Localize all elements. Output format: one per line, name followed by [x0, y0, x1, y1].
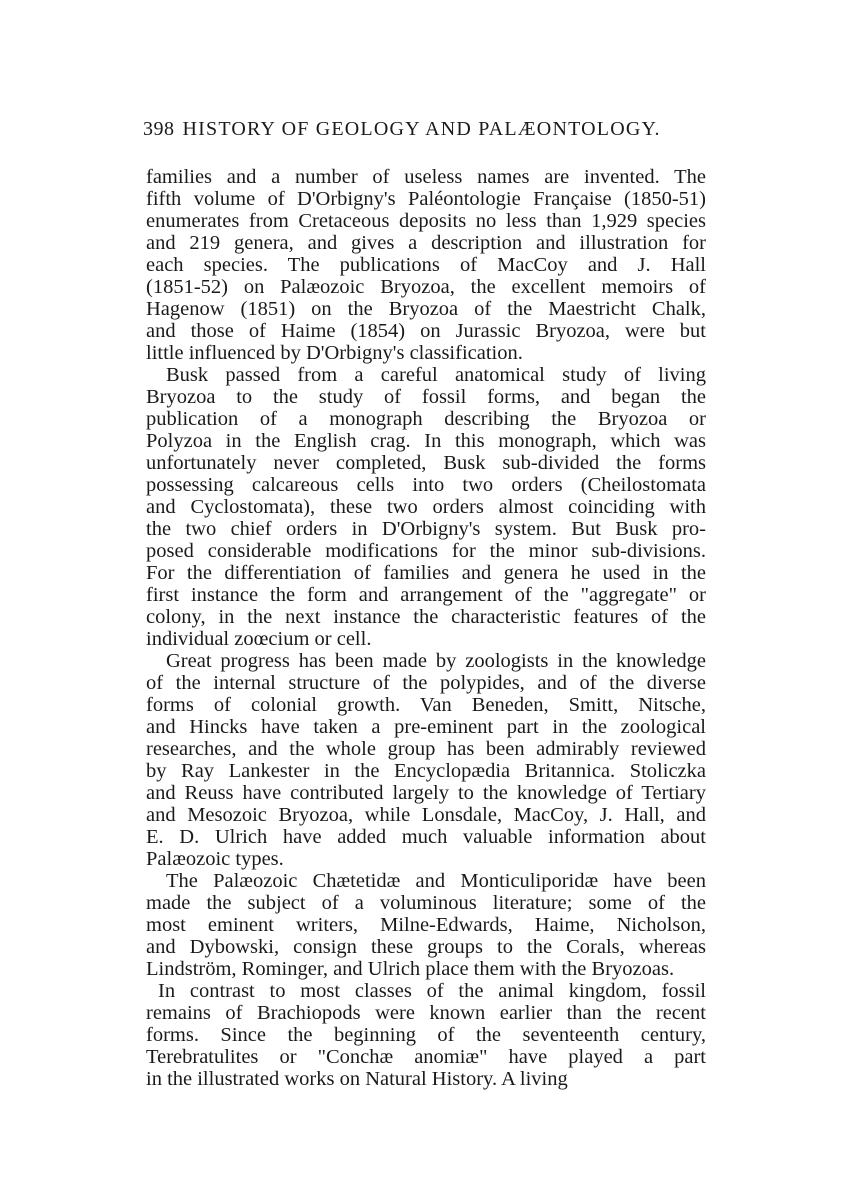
text-line: publication of a monograph describing the Bryozoa or	[146, 408, 706, 430]
text-line: Polyzoa in the English crag. In this monograph, which was	[146, 430, 706, 452]
text-line: the two chief orders in D'Orbigny's system. But Busk pro-	[146, 518, 706, 540]
text-line: (1851-52) on Palæozoic Bryozoa, the excellent memoirs of	[146, 276, 706, 298]
text-line: by Ray Lankester in the Encyclopædia Britannica. Stoliczka	[146, 760, 706, 782]
running-head	[143, 118, 703, 141]
body-text	[146, 166, 706, 1090]
text-line: first instance the form and arrangement of the "aggregate" or	[146, 584, 706, 606]
text-line: individual zoœcium or cell.	[146, 628, 372, 650]
text-line: of the internal structure of the polypides, and of the diverse	[146, 672, 706, 694]
text-line: E. D. Ulrich have added much valuable information about	[146, 826, 706, 848]
text-line: In contrast to most classes of the animal kingdom, fossil	[158, 980, 706, 1002]
paragraph	[146, 166, 706, 364]
text-line: Busk passed from a careful anatomical study of living	[166, 364, 706, 386]
text-line: colony, in the next instance the characteristic features of the	[146, 606, 706, 628]
text-line: The Palæozoic Chætetidæ and Monticuliporidæ have been	[166, 870, 706, 892]
text-line: and 219 genera, and gives a description and illustration for	[146, 232, 706, 254]
text-line: Lindström, Rominger, and Ulrich place them with the Bryozoas.	[146, 958, 675, 980]
text-line: posed considerable modifications for the minor sub-divisions.	[146, 540, 706, 562]
text-line: and Mesozoic Bryozoa, while Lonsdale, MacCoy, J. Hall, and	[146, 804, 706, 826]
text-line: each species. The publications of MacCoy and J. Hall	[146, 254, 706, 276]
text-line: little influenced by D'Orbigny's classification.	[146, 342, 523, 364]
text-line: and Dybowski, consign these groups to the Corals, whereas	[146, 936, 706, 958]
text-line: enumerates from Cretaceous deposits no less than 1,929 species	[146, 210, 706, 232]
text-line: most eminent writers, Milne-Edwards, Haime, Nicholson,	[146, 914, 706, 936]
text-line: and Cyclostomata), these two orders almost coinciding with	[146, 496, 706, 518]
text-line: and Hincks have taken a pre-eminent part in the zoological	[146, 716, 706, 738]
paragraph	[146, 364, 706, 650]
text-line: Bryozoa to the study of fossil forms, and began the	[146, 386, 706, 408]
text-line: in the illustrated works on Natural History. A living	[146, 1068, 568, 1090]
paragraph	[146, 870, 706, 980]
text-line: Hagenow (1851) on the Bryozoa of the Maestricht Chalk,	[146, 298, 706, 320]
text-line: forms of colonial growth. Van Beneden, Smitt, Nitsche,	[146, 694, 706, 716]
paragraph	[146, 650, 706, 870]
text-line: remains of Brachiopods were known earlier than the recent	[146, 1002, 706, 1024]
text-line: and Reuss have contributed largely to the knowledge of Tertiary	[146, 782, 706, 804]
text-line: unfortunately never completed, Busk sub-divided the forms	[146, 452, 706, 474]
text-line: Great progress has been made by zoologists in the knowledge	[166, 650, 706, 672]
paragraph	[146, 980, 706, 1090]
running-title: HISTORY OF GEOLOGY AND PALÆONTOLOGY.	[182, 118, 661, 140]
text-line: For the differentiation of families and genera he used in the	[146, 562, 706, 584]
text-line: Palæozoic types.	[146, 848, 284, 870]
page-number: 398	[143, 118, 175, 140]
text-line: researches, and the whole group has been admirably reviewed	[146, 738, 706, 760]
text-line: fifth volume of D'Orbigny's Paléontologie Française (1850-51)	[146, 188, 706, 210]
text-line: made the subject of a voluminous literature; some of the	[146, 892, 706, 914]
text-line: and those of Haime (1854) on Jurassic Bryozoa, were but	[146, 320, 706, 342]
text-line: Terebratulites or "Conchæ anomiæ" have played a part	[146, 1046, 706, 1068]
text-line: families and a number of useless names are invented. The	[146, 166, 706, 188]
text-line: possessing calcareous cells into two orders (Cheilostomata	[146, 474, 706, 496]
text-line: forms. Since the beginning of the seventeenth century,	[146, 1024, 706, 1046]
